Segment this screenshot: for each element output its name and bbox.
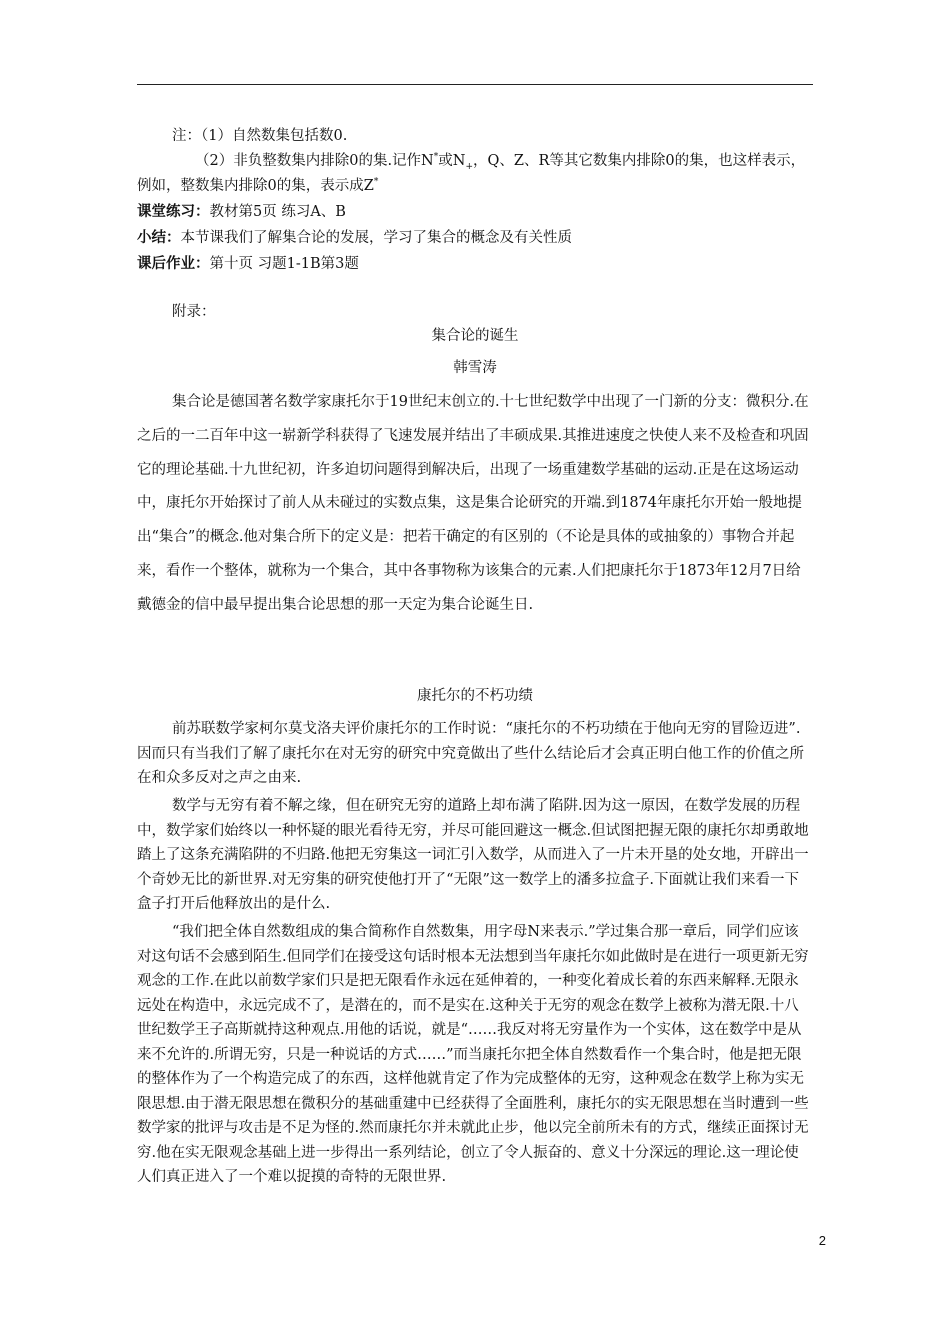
summary-text: 本节课我们了解集合论的发展，学习了集合的概念及有关性质: [180, 230, 572, 246]
paragraph-4: “我们把全体自然数组成的集合简称作自然数集，用字母N来表示.”学过集合那一章后，同学们应该对这句话不会感到陌生.但同学们在接受这句话时根本无法想到当年康托尔如此做时是在进行一项更新无穷观念的工作.在此以前数学家们只是把无限看作永远在延伸着的，一种变化着成长着的东西来解释.无限永远处在构造中，永远完成不了，是潜在的，而不是实在.这种关于无穷的观念在数学上被称为潜无限.十八世纪数学王子高斯就持这种观点.用他的话说，就是“……我反对将无穷量作为一个实体，这在数学中是从来不允许的.所谓无穷，只是一种说话的方式……”而当康托尔把全体自然数看作一个集合时，他是把无限的整体作为了一个构造完成了的东西，这样他就肯定了作为完成整体的无穷，这种观念在数学上称为实无限思想.由于潜无限思想在微积分的基础重建中已经获得了全面胜利，康托尔的实无限思想在当时遭到一些数学家的批评与攻击是不足为怪的.然而康托尔并未就此止步，他以完全前所未有的方式，继续正面探讨无穷.他在实无限观念基础上进一步得出一系列结论，创立了令人振奋的、意义十分深远的理论.这一理论使人们真正进入了一个难以捉摸的奇特的无限世界.: [137, 924, 809, 1185]
practice-text: 教材第5页 练习A、B: [209, 204, 346, 220]
paragraph-1: 集合论是德国著名数学家康托尔于19世纪末创立的.十七世纪数学中出现了一门新的分支：微积分.在之后的一二百年中这一崭新学科获得了飞速发展并结出了丰硕成果.其推进速度之快使人来不及检查和巩固它的理论基础.十九世纪初，许多迫切问题得到解决后，出现了一场重建数学基础的运动.正是在这场运动中，康托尔开始探讨了前人从未碰过的实数点集，这是集合论研究的开端.到1874年康托尔开始一般地提出“集合”的概念.他对集合所下的定义是：把若干确定的有区别的（不论是具体的或抽象的）事物合并起来，看作一个整体，就称为一个集合，其中各事物称为该集合的元素.人们把康托尔于1873年12月7日给戴德金的信中最早提出集合论思想的那一天定为集合论诞生日.: [137, 394, 809, 613]
practice-label: 课堂练习：: [137, 203, 210, 220]
note-line-2: （2）非负整数集内排除0的集.记作N*或$N_+$，Q、Z、R等其它数集内排除0的集，也这样表示，例如，整数集内排除0的集，表示成Z*: [137, 152, 806, 194]
homework-label: 课后作业：: [137, 255, 210, 272]
paragraph-3: 数学与无穷有着不解之缘，但在研究无穷的道路上却布满了陷阱.因为这一原因，在数学发展的历程中，数学家们始终以一种怀疑的眼光看待无穷，并尽可能回避这一概念.但试图把握无限的康托尔却勇敢地踏上了这条充满陷阱的不归路.他把无穷集这一词汇引入数学，从而进入了一片未开垦的处女地，开辟出一个奇妙无比的新世界.对无穷集的研究使他打开了“无限”这一数学上的潘多拉盒子.下面就让我们来看一下盒子打开后他释放出的是什么.: [137, 798, 809, 912]
practice-line: [137, 199, 813, 225]
paragraph-2: 前苏联数学家柯尔莫戈洛夫评价康托尔的工作时说：“康托尔的不朽功绩在于他向无穷的冒险迈进”.因而只有当我们了解了康托尔在对无穷的研究中究竟做出了些什么结论后才会真正明白他工作的价值之所在和众多反对之声之由来.: [137, 721, 804, 786]
homework-line: [137, 251, 813, 277]
article-author: 韩雪涛: [453, 360, 497, 376]
page-number: 2: [818, 1233, 826, 1248]
summary-label: 小结：: [137, 229, 181, 246]
article-title: 集合论的诞生: [431, 328, 519, 344]
homework-text: 第十页 习题1-1B第3题: [209, 256, 359, 272]
summary-line: [137, 225, 813, 251]
note-line-1: 注：（1）自然数集包括数0.: [172, 128, 348, 144]
section-title: 康托尔的不朽功绩: [417, 688, 533, 704]
appendix-label: 附录：: [172, 304, 216, 320]
notes-section: [137, 124, 813, 277]
header-rule: [137, 84, 813, 85]
